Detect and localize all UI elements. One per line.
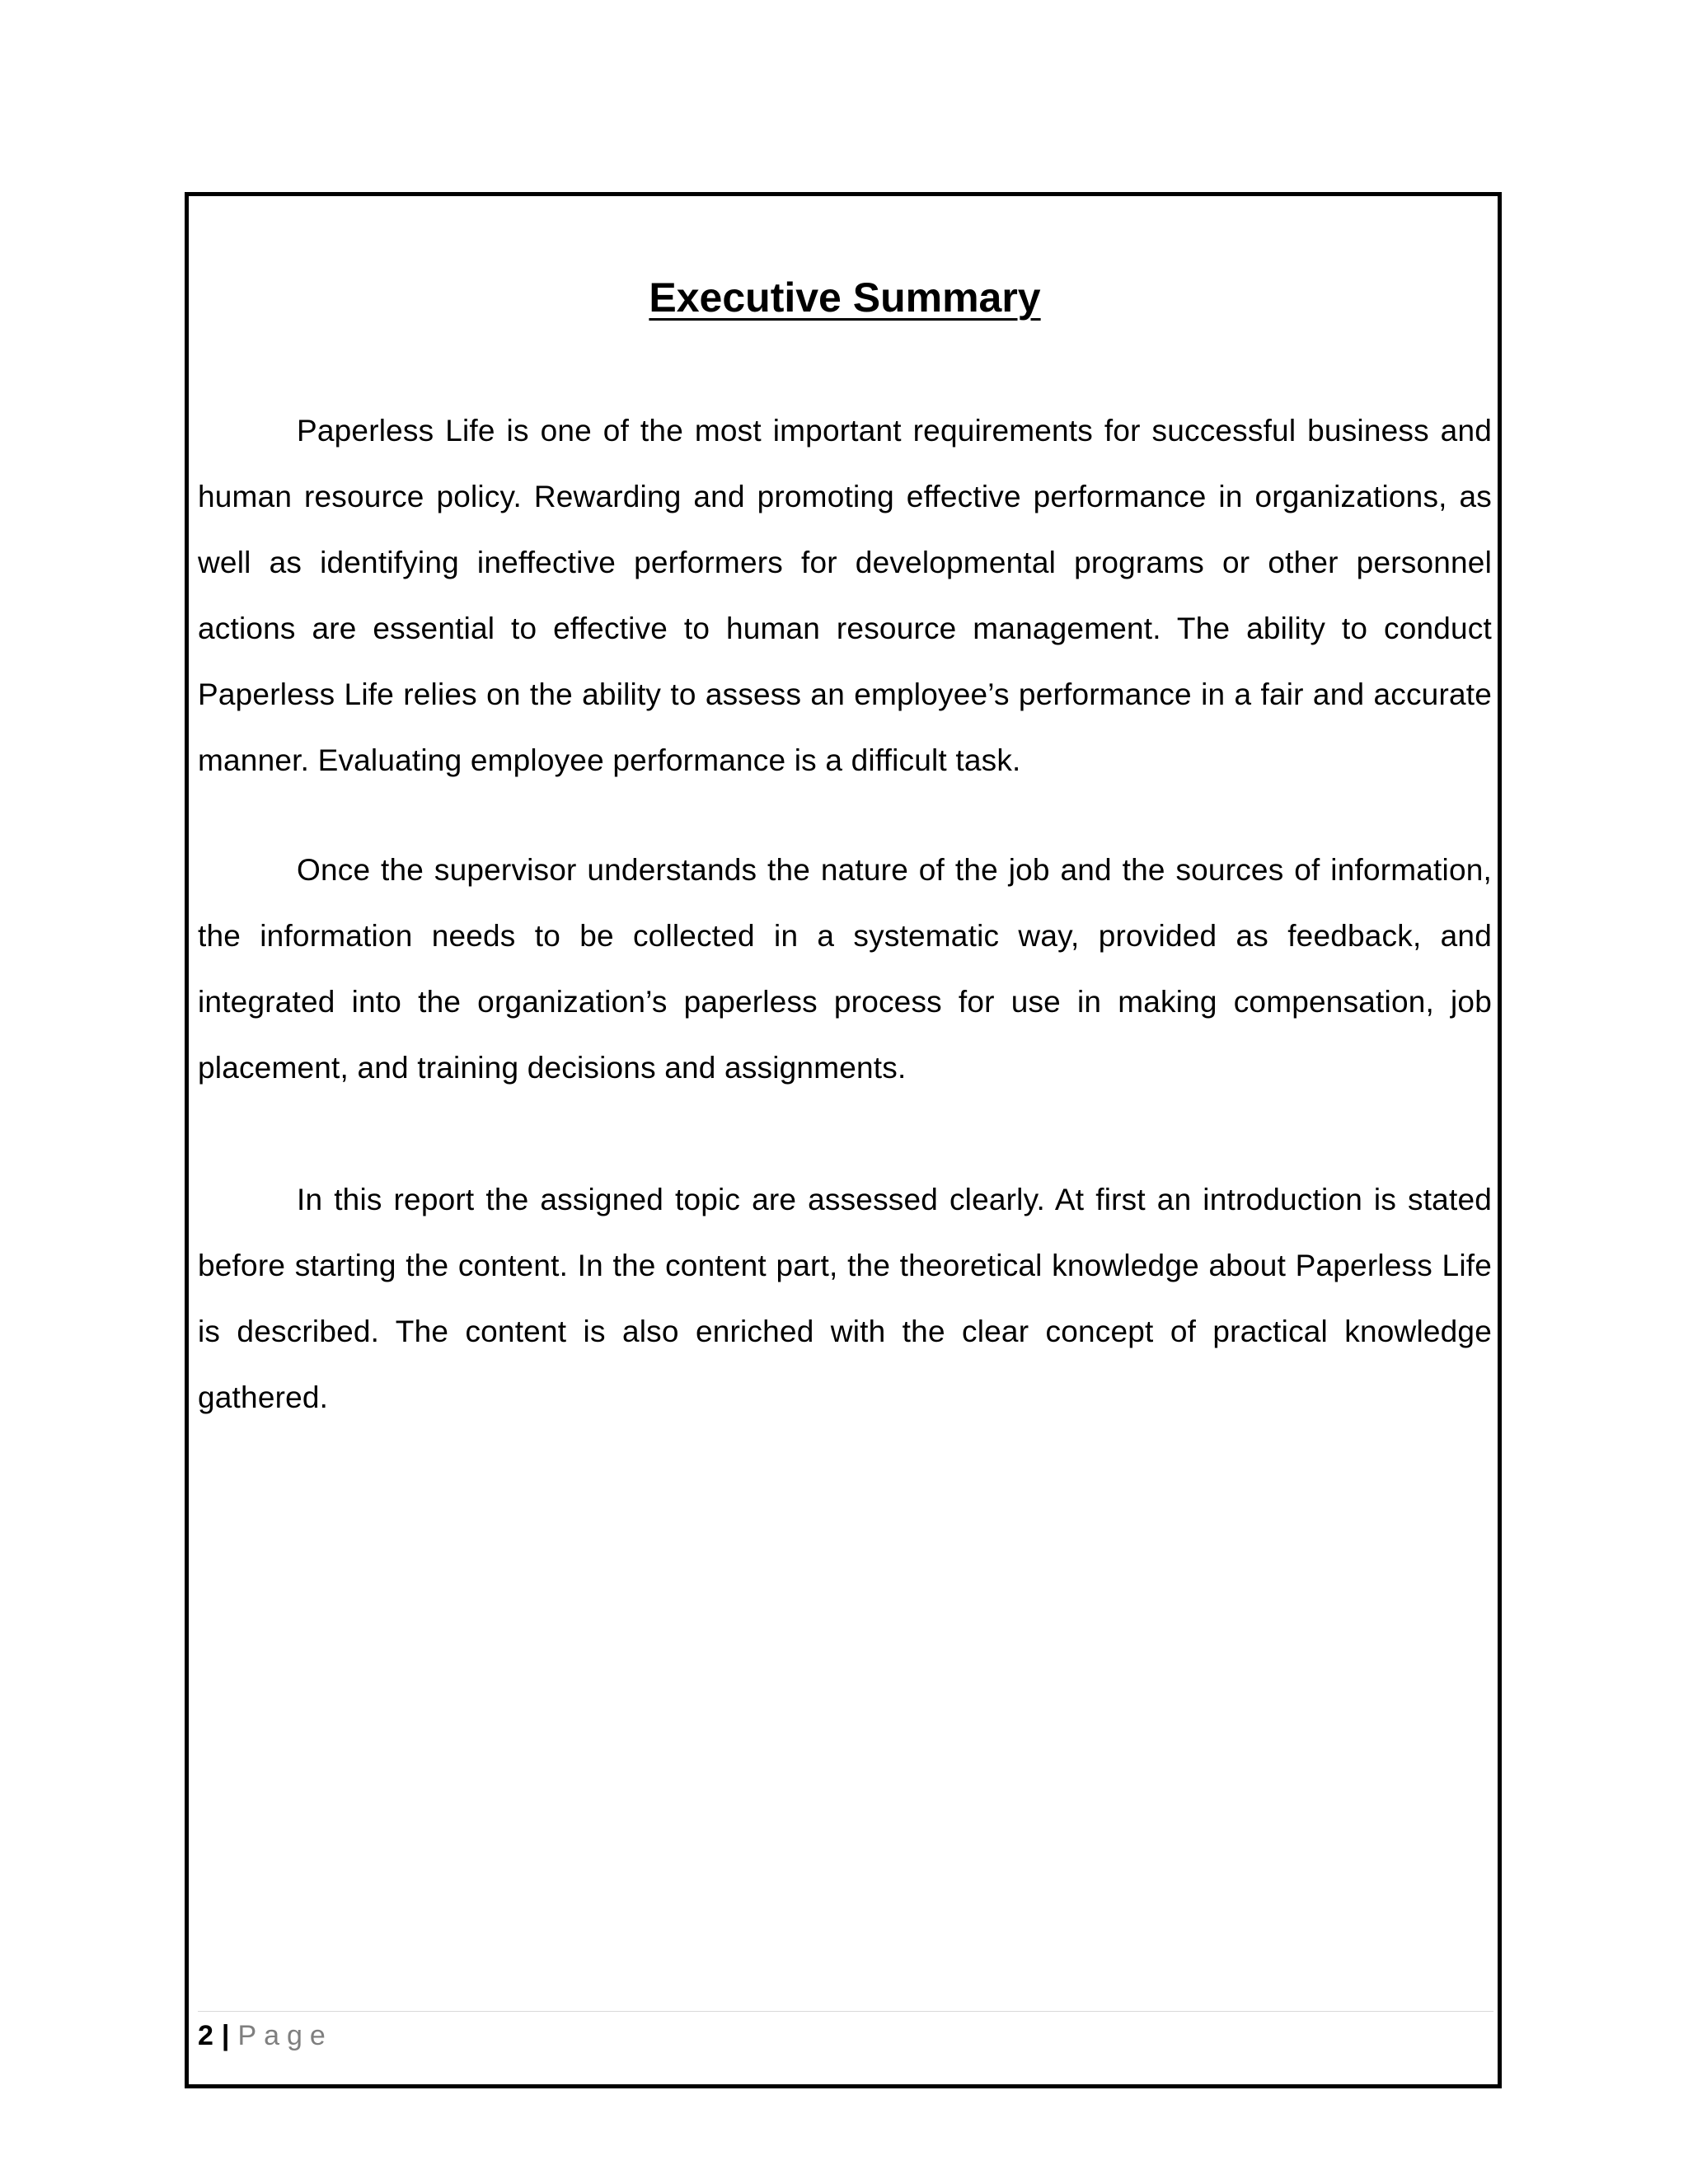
paragraph-2: Once the supervisor understands the nature of the job and the sources of information, the information needs to be collected in a systematic way, provided as feedback, and integrated into the organization’s paperless process for use in making compensation, job placement, and training decisions and assignments. <box>198 853 1492 1085</box>
footer-separator: | <box>221 2020 230 2051</box>
paragraph-1: Paperless Life is one of the most important requirements for successful business and human resource policy. Rewarding and promoting effective performance in organizations, as well as identifying ineffective performers for developmental programs or other personnel actions are essential to effective to human resource management. The ability to conduct Paperless Life relies on the ability to assess an employee’s performance in a fair and accurate manner. Evaluating employee performance is a difficult task. <box>198 414 1492 777</box>
page-label: Page <box>237 2020 333 2051</box>
page-title: Executive Summary <box>649 274 1041 321</box>
paragraph-3: In this report the assigned topic are assessed clearly. At first an introduction is stated before starting the content. In the content part, the theoretical knowledge about Paperless Life is described. The content is also enriched with the clear concept of practical knowledge gathered. <box>198 1183 1492 1414</box>
footer-divider <box>198 2011 1493 2012</box>
page-footer <box>198 2015 333 2056</box>
page-number: 2 <box>198 2020 213 2051</box>
